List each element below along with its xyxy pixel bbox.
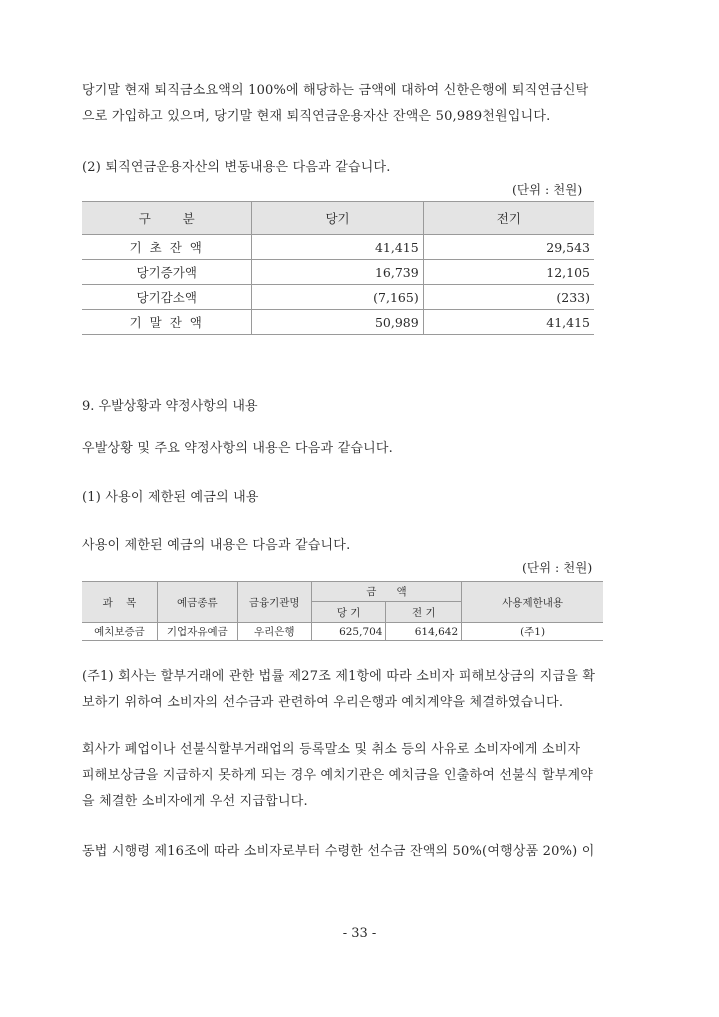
- header-subject: 과 목: [82, 582, 157, 623]
- header-amount: 금 액: [311, 582, 461, 602]
- header-category: 구 분: [82, 202, 252, 235]
- restricted-deposit-table: [82, 581, 603, 641]
- section-9-title: 9. 우발상황과 약정사항의 내용: [82, 399, 258, 414]
- row-prior: 614,642: [386, 623, 462, 641]
- pension-asset-table: [82, 201, 594, 335]
- note-1-line-2: 보하기 위하여 소비자의 선수금과 관련하여 우리은행과 예치계약을 체결하였습니다.: [82, 695, 564, 710]
- header-current: 당기: [252, 202, 423, 235]
- subsection-1-intro: 사용이 제한된 예금의 내용은 다음과 같습니다.: [82, 538, 351, 553]
- paragraph-3-line-1: 동법 시행령 제16조에 따라 소비자로부터 수령한 선수금 잔액의 50%(여행상품 20%) 이: [82, 844, 595, 859]
- row-restriction: (주1): [462, 623, 603, 641]
- row-prior: 41,415: [423, 310, 594, 335]
- table-header-row: [82, 202, 594, 235]
- header-prior: 전기: [423, 202, 594, 235]
- header-institution: 금융기관명: [237, 582, 311, 623]
- row-deposit-type: 기업자유예금: [157, 623, 237, 641]
- paragraph-2-line-2: 피해보상금을 지급하지 못하게 되는 경우 예치기관은 예치금을 인출하여 선불식 할부계약: [82, 768, 594, 783]
- row-label: 당기감소액: [82, 285, 252, 310]
- table-row: [82, 260, 594, 285]
- row-institution: 우리은행: [237, 623, 311, 641]
- table-row: [82, 285, 594, 310]
- row-prior: 29,543: [423, 235, 594, 260]
- row-prior: 12,105: [423, 260, 594, 285]
- row-subject: 예치보증금: [82, 623, 157, 641]
- row-current: 50,989: [252, 310, 423, 335]
- intro-line-2: 으로 가입하고 있으며, 당기말 현재 퇴직연금운용자산 잔액은 50,989천원입니다.: [82, 109, 551, 124]
- row-current: 625,704: [311, 623, 386, 641]
- row-prior: (233): [423, 285, 594, 310]
- row-current: 16,739: [252, 260, 423, 285]
- paragraph-2-line-3: 을 체결한 소비자에게 우선 지급합니다.: [82, 794, 308, 809]
- subsection-2-title: (2) 퇴직연금운용자산의 변동내용은 다음과 같습니다.: [82, 160, 391, 175]
- intro-line-1: 당기말 현재 퇴직금소요액의 100%에 해당하는 금액에 대하여 신한은행에 퇴직연금신탁: [82, 83, 589, 98]
- header-deposit-type: 예금종류: [157, 582, 237, 623]
- table-row: [82, 623, 603, 641]
- header-prior: 전 기: [386, 602, 462, 623]
- row-label: 당기증가액: [82, 260, 252, 285]
- section-9-intro: 우발상황 및 주요 약정사항의 내용은 다음과 같습니다.: [82, 441, 394, 456]
- table-row: [82, 310, 594, 335]
- row-label: 기 초 잔 액: [82, 235, 252, 260]
- table-row: [82, 235, 594, 260]
- row-current: (7,165): [252, 285, 423, 310]
- table-header-row: [82, 582, 603, 602]
- header-current: 당 기: [311, 602, 386, 623]
- page-number: - 33 -: [342, 926, 377, 941]
- paragraph-2-line-1: 회사가 폐업이나 선불식할부거래업의 등록말소 및 취소 등의 사유로 소비자에게 소비자: [82, 742, 581, 757]
- row-current: 41,415: [252, 235, 423, 260]
- subsection-1-title: (1) 사용이 제한된 예금의 내용: [82, 490, 259, 505]
- note-1-line-1: (주1) 회사는 할부거래에 관한 법률 제27조 제1항에 따라 소비자 피해보상금의 지급을 확: [82, 669, 596, 684]
- unit-label-1: (단위 : 천원): [512, 182, 583, 197]
- row-label: 기 말 잔 액: [82, 310, 252, 335]
- header-restriction: 사용제한내용: [462, 582, 603, 623]
- unit-label-2: (단위 : 천원): [522, 560, 593, 575]
